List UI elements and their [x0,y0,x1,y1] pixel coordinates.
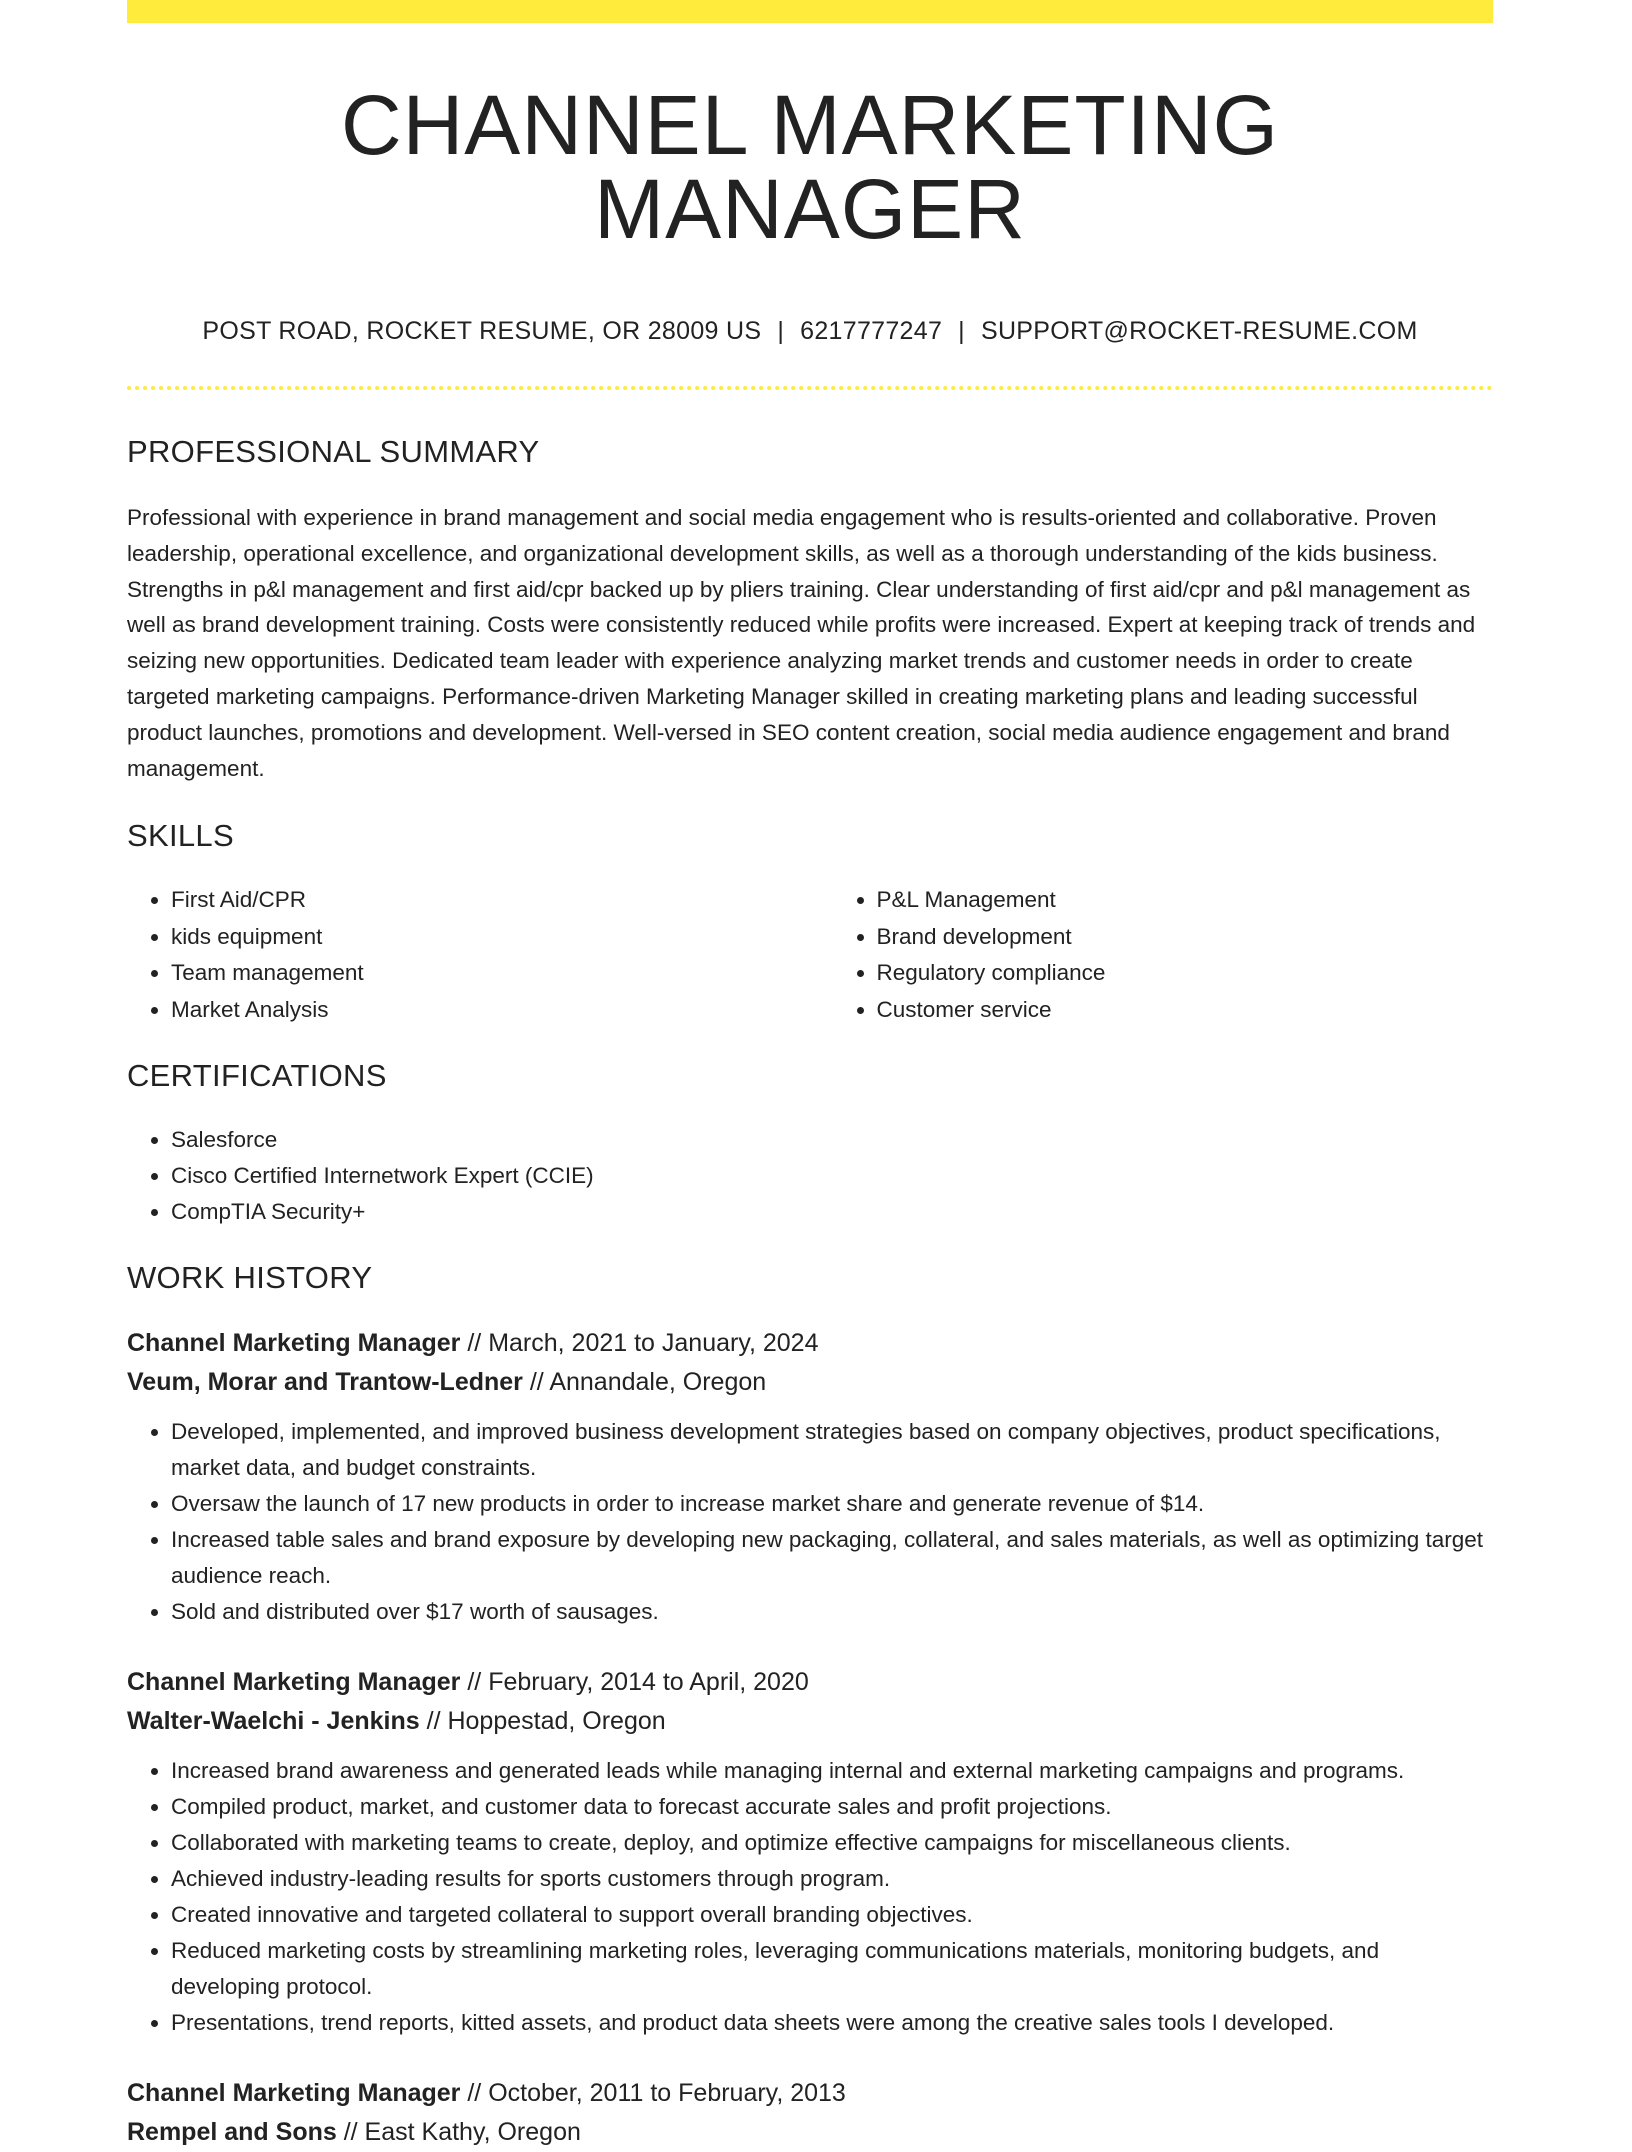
job-entry [127,1663,1493,2041]
skill-item: • Team management [171,955,788,992]
dotted-divider [127,386,1493,390]
skills-list [127,882,1493,1028]
accent-bar [127,0,1493,23]
job-bullet: • Achieved industry-leading results for sports customers through program. [171,1861,1493,1897]
job-entry [127,1324,1493,1630]
job-title: Channel Marketing Manager [127,2079,461,2108]
certifications-list [127,1122,1493,1230]
job-title-line [127,2074,1493,2113]
job-title-line [127,1324,1493,1363]
job-dates: // October, 2011 to February, 2013 [467,2079,846,2108]
job-bullet: • Increased brand awareness and generated leads while managing internal and external marketing campaigns and programs. [171,1753,1493,1789]
job-company-line [127,1702,1493,1741]
email: SUPPORT@ROCKET-RESUME.COM [980,317,1418,345]
job-company-line [127,2113,1493,2152]
job-company: Rempel and Sons [127,2118,337,2147]
skills-heading: SKILLS [127,818,234,854]
job-location: // Annandale, Oregon [529,1368,767,1397]
job-bullet: • Sold and distributed over $17 worth of sausages. [171,1594,1493,1630]
separator: | [958,317,965,345]
skill-item: • kids equipment [171,919,788,956]
job-dates: // February, 2014 to April, 2020 [467,1668,809,1697]
job-dates: // March, 2021 to January, 2024 [467,1329,819,1358]
summary-heading: PROFESSIONAL SUMMARY [127,434,540,469]
job-company: Walter-Waelchi - Jenkins [127,1707,420,1736]
skill-item: • P&L Management [877,882,1494,919]
job-bullet: • Developed, implemented, and improved business development strategies based on company objectives, product specifications, market data, and budget constraints. [171,1414,1493,1486]
resume-page [127,0,1493,2152]
job-bullets [127,1753,1493,2041]
skill-item: • First Aid/CPR [171,882,788,919]
phone: 6217777247 [800,317,943,345]
certifications-heading: CERTIFICATIONS [127,1058,387,1094]
contact-line [127,317,1493,346]
job-location: // East Kathy, Oregon [343,2118,581,2147]
resume-title: CHANNEL MARKETING MANAGER [340,78,1279,256]
job-bullet: • Compiled product, market, and customer data to forecast accurate sales and profit projections. [171,1789,1493,1825]
job-bullet: • Reduced marketing costs by streamlining marketing roles, leveraging communications materials, monitoring budgets, and developing protocol. [171,1933,1493,2005]
skill-item: • Brand development [877,919,1494,956]
skill-item: • Market Analysis [171,992,788,1029]
skills-column-right [833,882,1494,1028]
job-bullet: • Presentations, trend reports, kitted assets, and product data sheets were among the creative sales tools I developed. [171,2005,1493,2041]
job-bullet: • Increased table sales and brand exposure by developing new packaging, collateral, and sales materials, as well as optimizing target audience reach. [171,1522,1493,1594]
separator: | [777,317,785,345]
job-bullet: • Collaborated with marketing teams to create, deploy, and optimize effective campaigns for miscellaneous clients. [171,1825,1493,1861]
job-title: Channel Marketing Manager [127,1668,461,1697]
skills-column-left [127,882,788,1028]
certification-item: • CompTIA Security+ [171,1194,1493,1230]
job-location: // Hoppestad, Oregon [426,1707,666,1736]
job-title-line [127,1663,1493,1702]
skill-item: • Regulatory compliance [877,955,1494,992]
job-company-line [127,1363,1493,1402]
job-bullets [127,1414,1493,1630]
address: POST ROAD, ROCKET RESUME, OR 28009 US [202,317,762,345]
certification-item: • Salesforce [171,1122,1493,1158]
summary-text: Professional with experience in brand management and social media engagement who is results-oriented and collaborative. Proven leadership, operational excellence, and organizational development skills, as well as a thorough understanding of the kids business. Strengths in p&l management and first aid/cpr backed up by pliers training. Clear understanding of first aid/cpr and p&l management as well as brand development training. Costs were consistently reduced while profits were increased. Expert at keeping track of trends and seizing new opportunities. Dedicated team leader with experience analyzing market trends and customer needs in order to create targeted marketing campaigns. Performance-driven Marketing Manager skilled in creating marketing plans and leading successful product launches, promotions and development. Well-versed in SEO content creation, social media audience engagement and brand management. [127,505,1476,781]
work-history-heading: WORK HISTORY [127,1260,373,1296]
job-bullet: • Created innovative and targeted collateral to support overall branding objectives. [171,1897,1493,1933]
job-bullet: • Oversaw the launch of 17 new products in order to increase market share and generate revenue of $14. [171,1486,1493,1522]
job-title: Channel Marketing Manager [127,1329,461,1358]
job-company: Veum, Morar and Trantow-Ledner [127,1368,523,1397]
certification-item: • Cisco Certified Internetwork Expert (CCIE) [171,1158,1493,1194]
skill-item: • Customer service [877,992,1494,1029]
job-entry [127,2074,1493,2152]
